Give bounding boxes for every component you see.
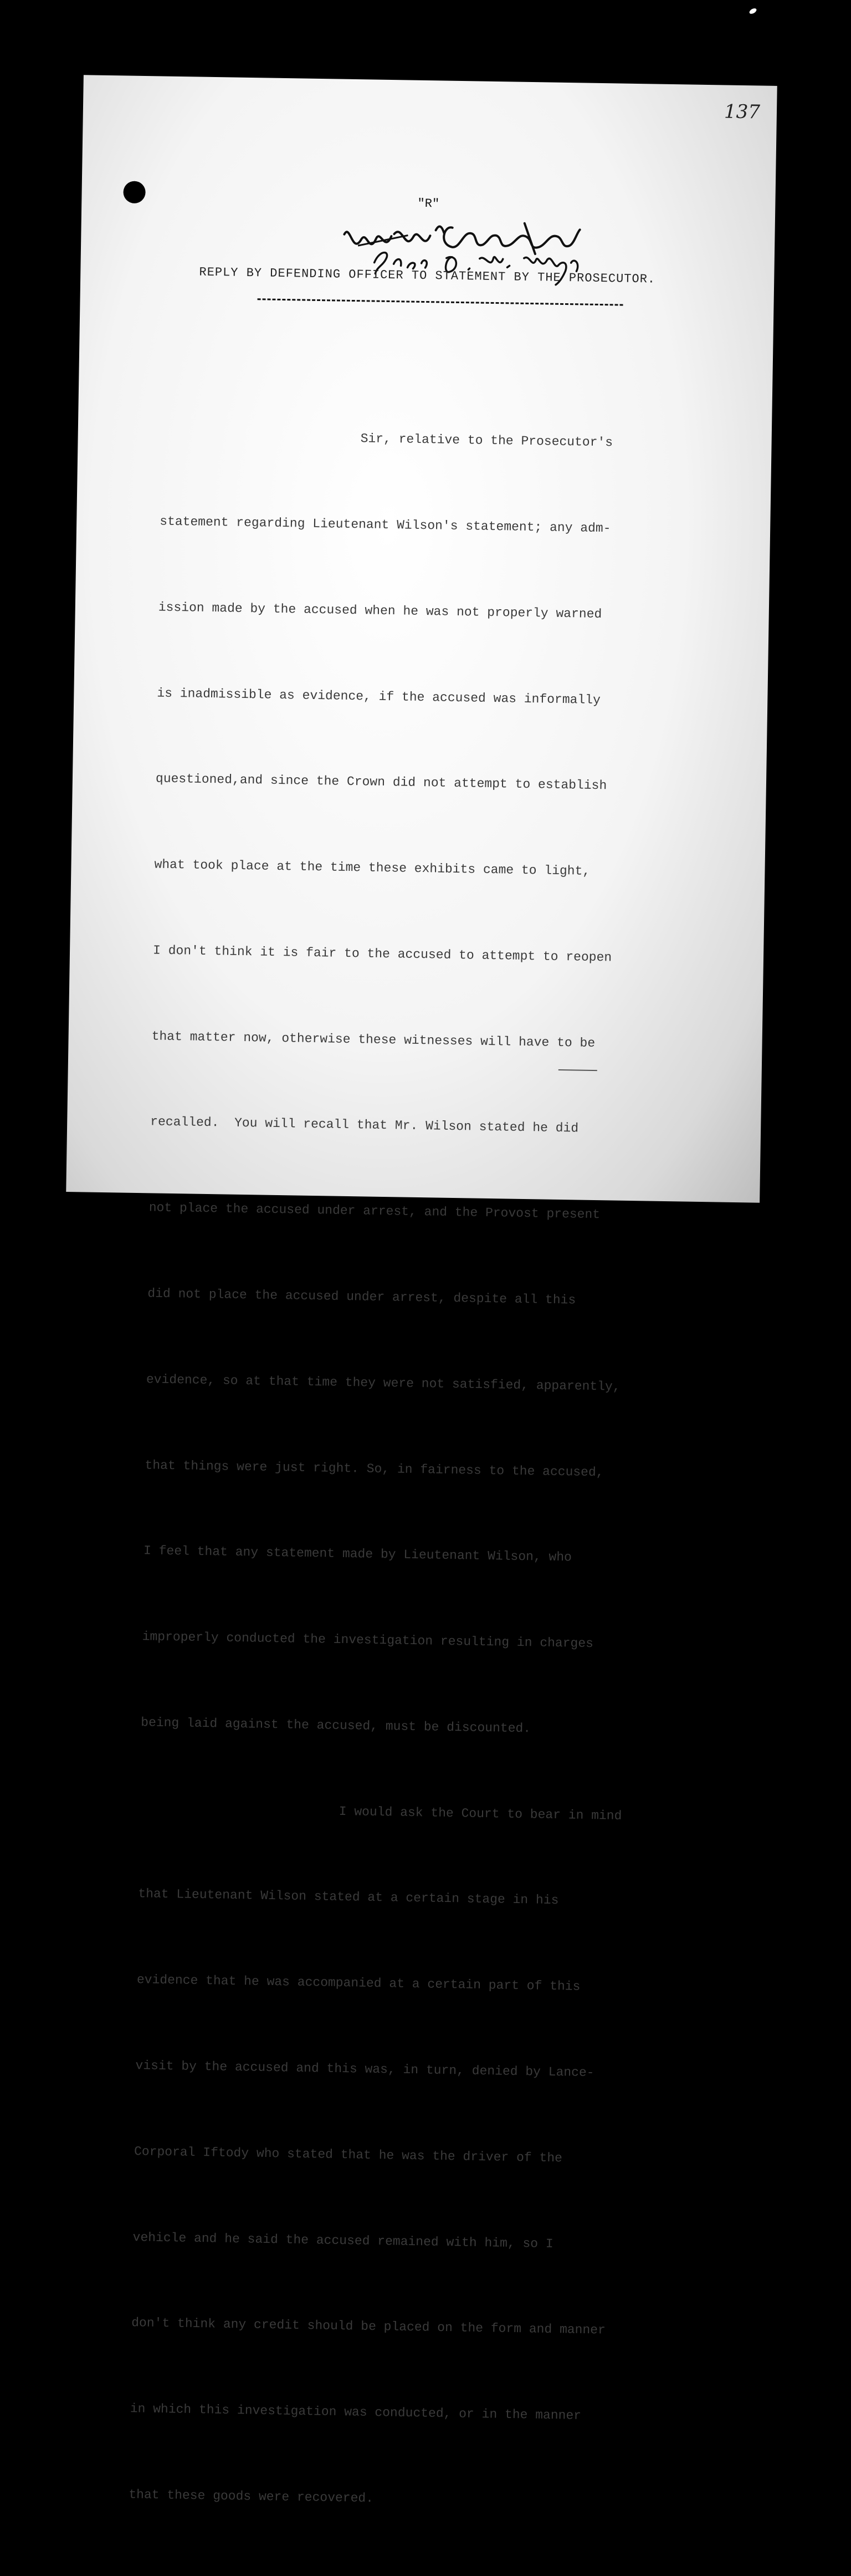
title-underline xyxy=(258,298,623,305)
exhibit-label: "R" xyxy=(417,196,440,211)
text-line: improperly conducted the investigation resulting in charges xyxy=(142,1629,594,1651)
text-line: being laid against the accused, must be discounted. xyxy=(141,1715,531,1736)
document-title: REPLY BY DEFENDING OFFICER TO STATEMENT BY THE PROSECUTOR. xyxy=(199,265,656,287)
text-line: evidence, so at that time they were not satisfied, apparently, xyxy=(146,1372,621,1394)
text-line: not place the accused under arrest, and the Provost present xyxy=(148,1200,601,1222)
text-line: Corporal Iftody who stated that he was the driver of the xyxy=(134,2144,563,2166)
text-line: in which this investigation was conducted, or in the manner xyxy=(130,2401,582,2424)
text-line: did not place the accused under arrest, despite all this xyxy=(147,1286,576,1308)
document-page xyxy=(66,75,777,2506)
text-line: visit by the accused and this was, in turn, denied by Lance- xyxy=(135,2058,594,2080)
text-line: ission made by the accused when he was not properly warned xyxy=(158,600,602,621)
text-line: don't think any credit should be placed on the form and manner xyxy=(131,2315,606,2338)
text-line: that these goods were recovered. xyxy=(129,2487,374,2506)
page-number: 137 xyxy=(724,100,761,124)
text-line: I feel that any statement made by Lieutenant Wilson, who xyxy=(143,1543,572,1565)
text-line: vehicle and he said the accused remained with him, so I xyxy=(132,2230,553,2251)
text-line: that matter now, otherwise these witnesses will have to be xyxy=(151,1029,596,1050)
text-line: that things were just right. So, in fairness to the accused, xyxy=(145,1457,604,1480)
text-line: Sir, relative to the Prosecutor's xyxy=(360,431,613,450)
text-line: I don't think it is fair to the accused to attempt to reopen xyxy=(152,943,612,965)
text-line: evidence that he was accompanied at a certain part of this xyxy=(136,1972,581,1995)
text-line: I would ask the Court to bear in mind xyxy=(339,1804,622,1823)
body-text xyxy=(127,365,694,2575)
text-line: questioned,and since the Crown did not attempt to establish xyxy=(155,771,607,793)
text-line: recalled. You will recall that Mr. Wilson stated he did xyxy=(150,1114,579,1136)
text-line: what took place at the time these exhibits came to light, xyxy=(154,857,591,879)
text-line: that Lieutenant Wilson stated at a certain stage in his xyxy=(138,1886,559,1908)
film-speck xyxy=(749,7,757,15)
text-line: statement regarding Lieutenant Wilson's statement; any adm- xyxy=(160,514,611,536)
text-line: is inadmissible as evidence, if the accused was informally xyxy=(157,686,601,707)
